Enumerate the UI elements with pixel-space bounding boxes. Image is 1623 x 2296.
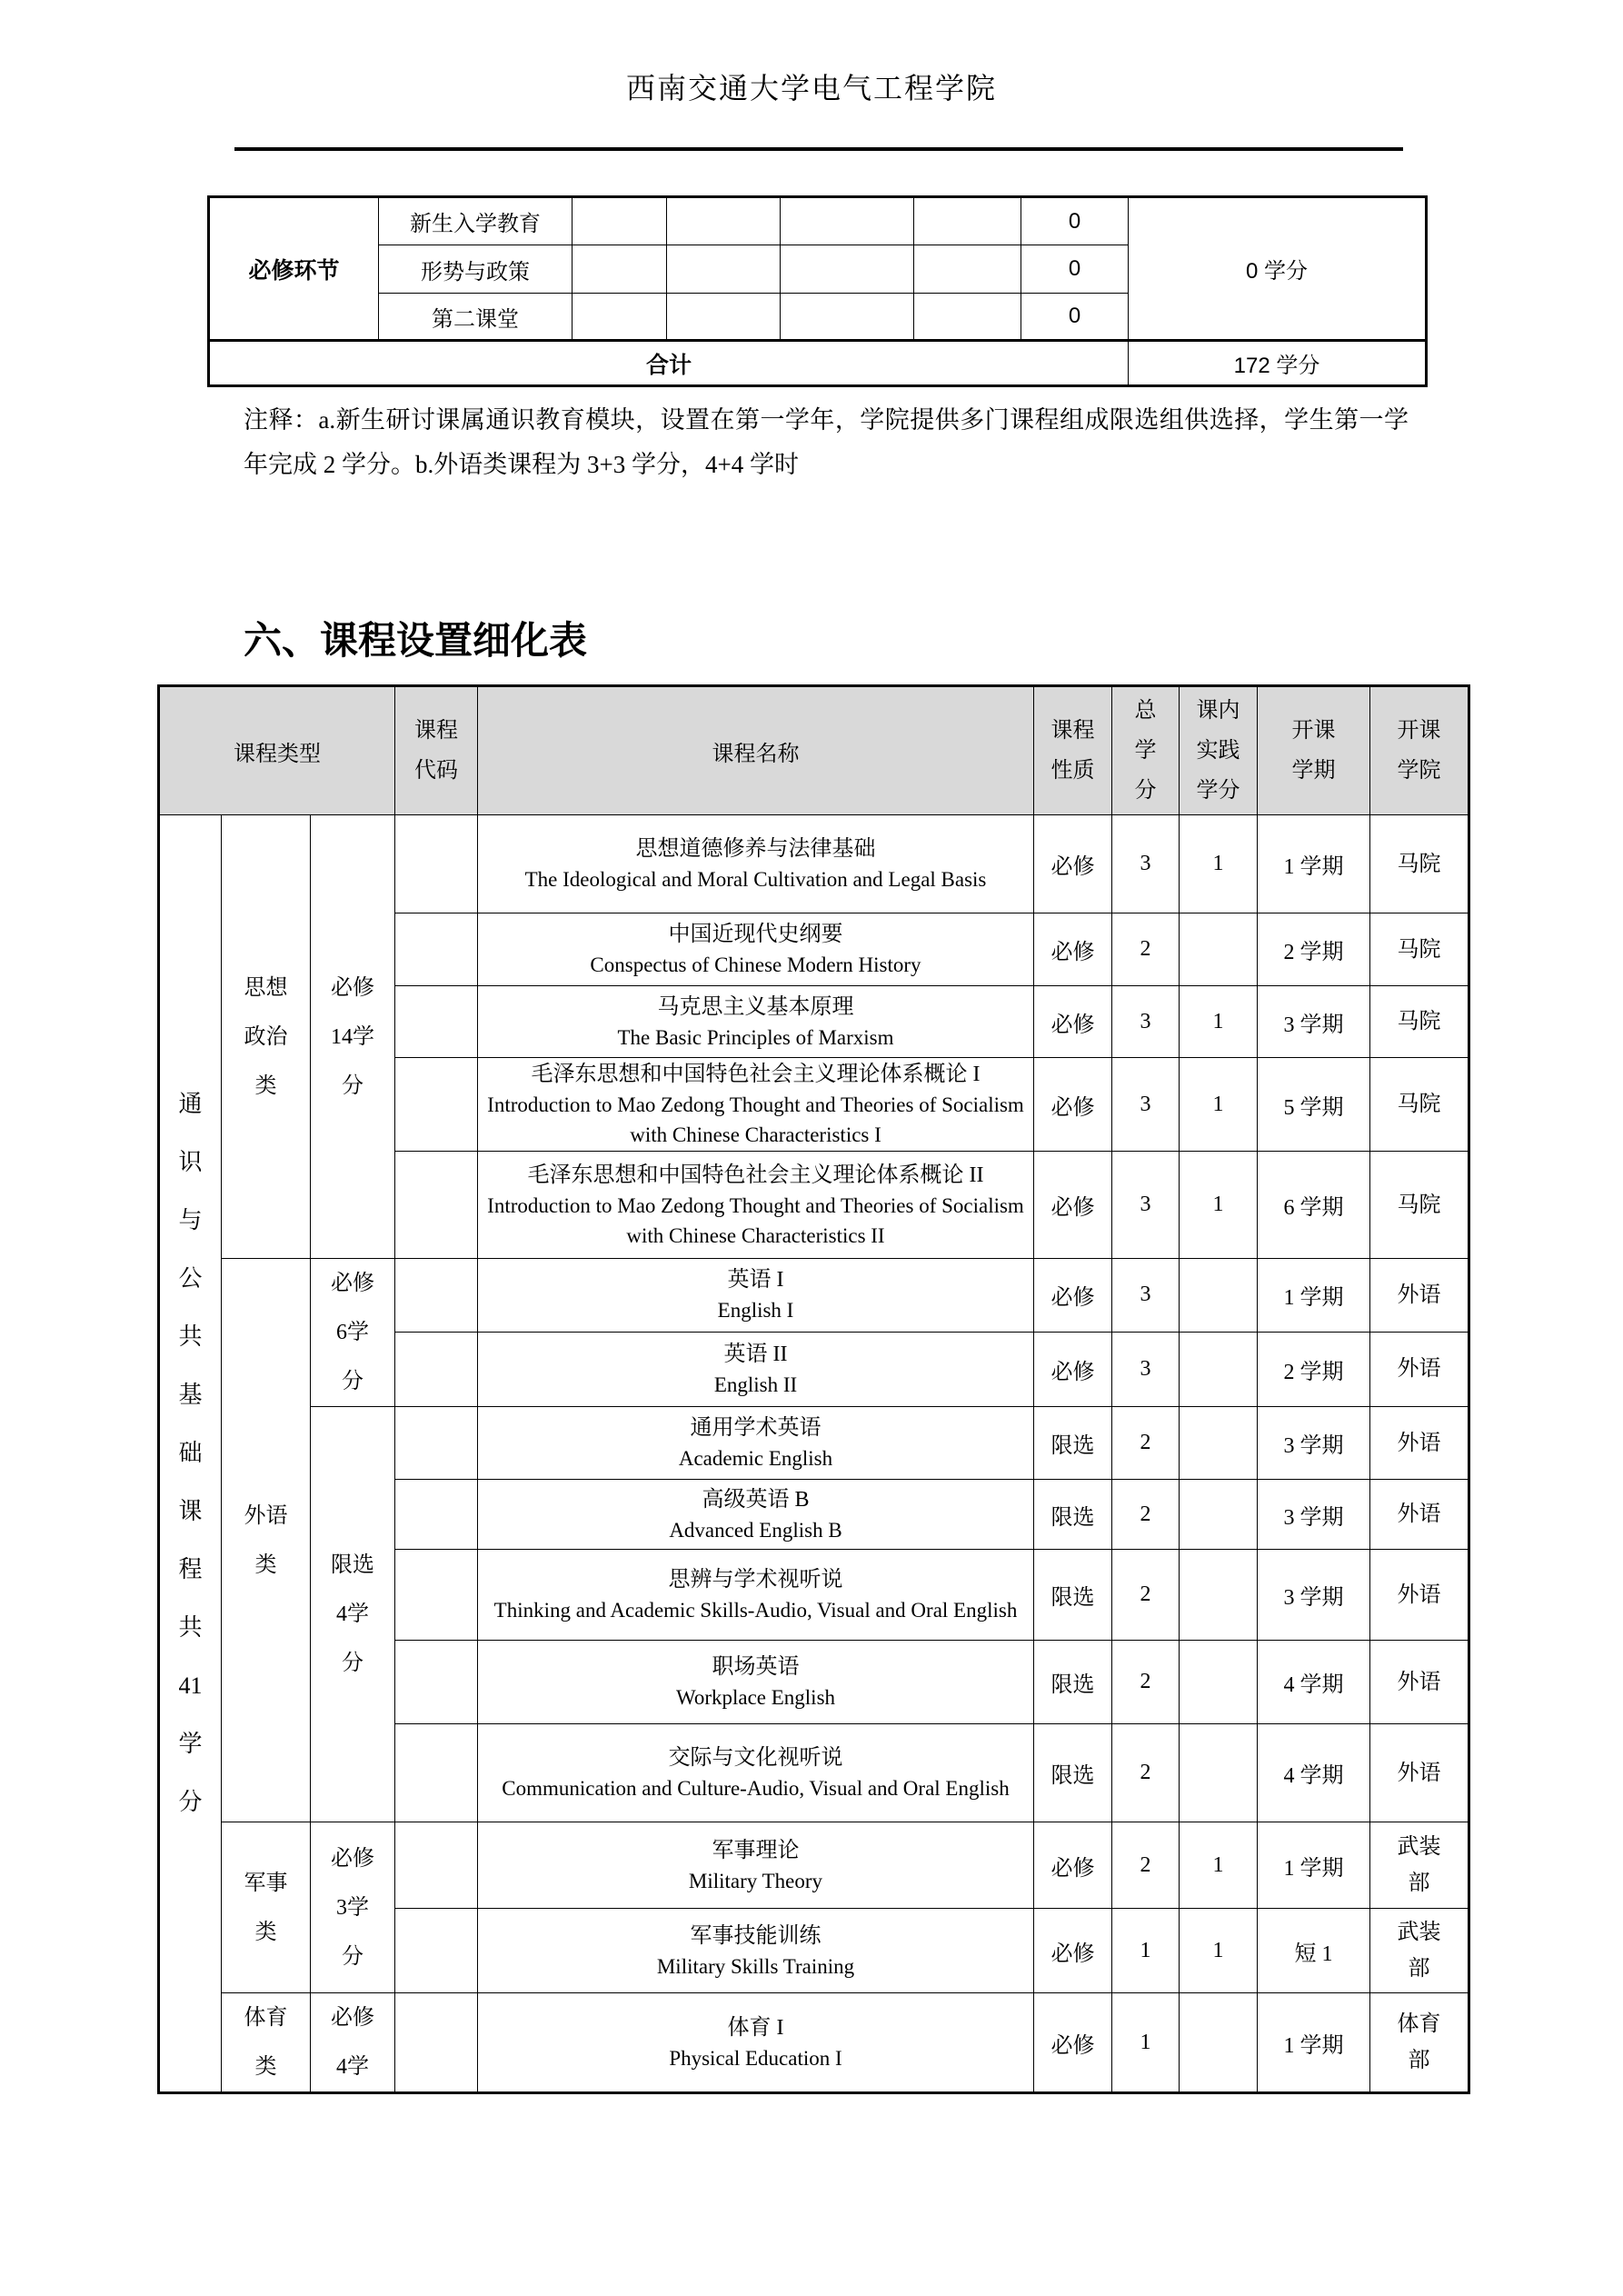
course-credits-cell: 2: [1112, 1724, 1180, 1822]
course-semester-cell: 6 学期: [1258, 1152, 1370, 1259]
course-college-cell: [1370, 1480, 1469, 1550]
course-name-cell: [478, 1724, 1034, 1822]
course-row-8: [159, 1407, 1469, 1480]
header-course-code: [395, 686, 478, 815]
course-group-cell: [159, 815, 226, 2093]
empty-cell: [781, 197, 914, 245]
summary-row-1: [209, 197, 1427, 245]
course-college-text: 马院: [1397, 1010, 1441, 1033]
empty-cell: [573, 245, 667, 294]
requirement-cell: [311, 1993, 395, 2093]
course-college-text: 外语: [1397, 1283, 1441, 1307]
course-nature-cell: 必修: [1034, 1332, 1112, 1406]
course-name-cell: [478, 1909, 1034, 1993]
course-name-zh: 毛泽东思想和中国特色社会主义理论体系概论 II: [527, 1163, 984, 1187]
course-semester-cell: 2 学期: [1258, 913, 1370, 986]
course-name-en: Introduction to Mao Zedong Thought and Theories of Socialism with Chinese Characteristics I: [487, 1093, 1024, 1146]
course-name-en: Advanced English B: [669, 1518, 842, 1542]
course-code-cell: [395, 1259, 478, 1333]
course-name-cell: [478, 1641, 1034, 1724]
category-cell: [222, 1822, 311, 1993]
empty-cell: [781, 245, 914, 294]
course-name-en: Conspectus of Chinese Modern History: [590, 953, 921, 976]
course-name-zh: 体育 I: [727, 2015, 784, 2040]
course-college-text: 外语: [1397, 1357, 1441, 1382]
course-college-cell: [1370, 815, 1469, 913]
course-row-15: [159, 1993, 1469, 2093]
course-name-zh: 思辨与学术视听说: [668, 1568, 843, 1592]
header-course-nature-text: 课程性质: [1050, 719, 1095, 783]
summary-table: [207, 195, 1428, 387]
course-practice-cell: 1: [1180, 1058, 1258, 1152]
category-text: 军事类: [244, 1871, 288, 1944]
course-semester-cell: 2 学期: [1258, 1332, 1370, 1406]
course-practice-cell: 1: [1180, 1152, 1258, 1259]
course-name-zh: 马克思主义基本原理: [657, 994, 854, 1019]
course-college-text: 武装部: [1397, 1835, 1441, 1895]
course-code-cell: [395, 1152, 478, 1259]
course-practice-cell: 1: [1180, 815, 1258, 913]
course-name-cell: [478, 1259, 1034, 1333]
course-name-zh: 中国近现代史纲要: [668, 923, 843, 946]
course-code-cell: [395, 1407, 478, 1480]
course-semester-cell: 1 学期: [1258, 1822, 1370, 1909]
course-group-vertical-text: 通识与公共基础课程 共41学分: [178, 1091, 226, 1815]
header-college-text: 开课学院: [1397, 719, 1441, 783]
course-nature-cell: 限选: [1034, 1724, 1112, 1822]
course-semester-cell: 1 学期: [1258, 1259, 1370, 1333]
course-college-text: 外语: [1397, 1502, 1441, 1526]
course-name-zh: 英语 II: [723, 1342, 788, 1366]
requirement-cell: [311, 1259, 395, 1407]
summary-credit-value: 0: [1021, 294, 1129, 341]
course-name-zh: 军事技能训练: [690, 1923, 821, 1948]
course-nature-cell: 必修: [1034, 1152, 1112, 1259]
empty-cell: [667, 294, 781, 341]
course-nature-cell: 必修: [1034, 986, 1112, 1058]
header-course-nature: [1034, 686, 1112, 815]
header-practice-credits-text: 课内实践学分: [1196, 699, 1240, 803]
course-name-cell: [478, 1152, 1034, 1259]
header-rule: [234, 147, 1403, 151]
course-college-text: 外语: [1397, 1670, 1441, 1694]
course-practice-cell: [1180, 1480, 1258, 1550]
empty-cell: [914, 245, 1021, 294]
empty-cell: [914, 294, 1021, 341]
course-practice-cell: [1180, 1332, 1258, 1406]
course-nature-cell: 必修: [1034, 815, 1112, 913]
course-college-cell: [1370, 1332, 1469, 1406]
course-college-text: 马院: [1397, 1093, 1441, 1116]
course-nature-cell: 必修: [1034, 1822, 1112, 1909]
course-name-en: Introduction to Mao Zedong Thought and Theories of Socialism with Chinese Characteristics II: [487, 1193, 1024, 1247]
course-college-cell: [1370, 1259, 1469, 1333]
course-practice-cell: [1180, 1724, 1258, 1822]
course-name-zh: 毛泽东思想和中国特色社会主义理论体系概论 I: [531, 1063, 981, 1086]
course-name-cell: [478, 986, 1034, 1058]
course-name-cell: [478, 1058, 1034, 1152]
course-name-cell: [478, 913, 1034, 986]
course-name-zh: 英语 I: [727, 1268, 784, 1293]
category-text: 体育类: [244, 2006, 288, 2079]
summary-credit-value: 0: [1021, 245, 1129, 294]
header-practice-credits: [1180, 686, 1258, 815]
course-name-en: Thinking and Academic Skills-Audio, Visual and Oral English: [493, 1599, 1018, 1622]
course-credits-cell: 2: [1112, 1480, 1180, 1550]
course-college-cell: [1370, 1993, 1469, 2093]
course-college-cell: [1370, 1724, 1469, 1822]
requirement-text: 必修4学: [331, 2006, 374, 2079]
course-name-zh: 军事理论: [712, 1838, 800, 1862]
course-name-zh: 通用学术英语: [690, 1416, 821, 1440]
course-name-en: Military Skills Training: [656, 1954, 855, 1978]
header-semester-text: 开课学期: [1291, 719, 1336, 783]
course-college-text: 马院: [1397, 937, 1441, 962]
course-name-zh: 交际与文化视听说: [668, 1746, 843, 1770]
total-label: 合计: [209, 341, 1129, 386]
course-name-cell: [478, 1332, 1034, 1406]
course-college-cell: [1370, 986, 1469, 1058]
category-text: 思想政治类: [244, 975, 288, 1098]
summary-credit-value: 0: [1021, 197, 1129, 245]
course-credits-cell: 1: [1112, 1993, 1180, 2093]
course-code-cell: [395, 1332, 478, 1406]
course-name-en: The Ideological and Moral Cultivation and Legal Basis: [524, 868, 987, 891]
requirement-text: 必修6学分: [331, 1272, 374, 1393]
course-practice-cell: 1: [1180, 1909, 1258, 1993]
course-practice-cell: 1: [1180, 1822, 1258, 1909]
course-college-text: 武装部: [1397, 1921, 1441, 1981]
detail-header-row: [159, 686, 1469, 815]
course-semester-cell: 3 学期: [1258, 1480, 1370, 1550]
course-credits-cell: 2: [1112, 1641, 1180, 1724]
course-college-cell: [1370, 1822, 1469, 1909]
course-name-en: Military Theory: [688, 1869, 823, 1892]
summary-course-name: 形势与政策: [379, 245, 573, 294]
course-nature-cell: 必修: [1034, 1058, 1112, 1152]
course-nature-cell: 必修: [1034, 1909, 1112, 1993]
course-college-text: 外语: [1397, 1431, 1441, 1455]
course-name-en: English I: [717, 1299, 794, 1323]
course-practice-cell: [1180, 1259, 1258, 1333]
footnote-text: 注释：a.新生研讨课属通识教育模块，设置在第一学年，学院提供多门课程组成限选组供选择，学生第一学年完成 2 学分。b.外语类课程为 3+3 学分，4+4 学时: [244, 406, 1409, 478]
course-semester-cell: 3 学期: [1258, 986, 1370, 1058]
course-row-1: [159, 815, 1469, 913]
course-semester-cell: 1 学期: [1258, 1993, 1370, 2093]
course-credits-cell: 3: [1112, 815, 1180, 913]
header-college: [1370, 686, 1469, 815]
course-credits-cell: 3: [1112, 986, 1180, 1058]
course-code-cell: [395, 815, 478, 913]
course-nature-cell: 必修: [1034, 1993, 1112, 2093]
header-total-credits-text: 总学分: [1134, 699, 1157, 803]
empty-cell: [573, 197, 667, 245]
empty-cell: [667, 197, 781, 245]
course-name-en: English II: [713, 1373, 798, 1396]
summary-course-name: 第二课堂: [379, 294, 573, 341]
course-practice-cell: [1180, 1407, 1258, 1480]
course-nature-cell: 限选: [1034, 1407, 1112, 1480]
requirement-cell: [311, 815, 395, 1259]
course-college-cell: [1370, 1058, 1469, 1152]
header-total-credits: [1112, 686, 1180, 815]
course-name-cell: [478, 1480, 1034, 1550]
category-cell: [222, 1993, 311, 2093]
course-nature-cell: 限选: [1034, 1480, 1112, 1550]
course-code-cell: [395, 1641, 478, 1724]
course-row-6: [159, 1259, 1469, 1333]
requirement-text: 限选4学分: [331, 1553, 374, 1675]
course-practice-cell: [1180, 1641, 1258, 1724]
requirement-text: 必修3学分: [331, 1846, 374, 1969]
group-credit-total: 0 学分: [1129, 197, 1427, 341]
course-name-cell: [478, 1993, 1034, 2093]
course-semester-cell: 短 1: [1258, 1909, 1370, 1993]
course-semester-cell: 3 学期: [1258, 1550, 1370, 1641]
course-name-zh: 职场英语: [712, 1655, 800, 1679]
course-credits-cell: 2: [1112, 1407, 1180, 1480]
course-college-cell: [1370, 913, 1469, 986]
requirement-cell: [311, 1822, 395, 1993]
course-name-en: Academic English: [678, 1447, 833, 1470]
course-name-zh: 思想道德修养与法律基础: [635, 837, 876, 861]
course-practice-cell: 1: [1180, 986, 1258, 1058]
course-college-cell: [1370, 1909, 1469, 1993]
course-code-cell: [395, 1724, 478, 1822]
requirement-cell: [311, 1407, 395, 1822]
course-semester-cell: 4 学期: [1258, 1724, 1370, 1822]
course-college-cell: [1370, 1407, 1469, 1480]
course-code-cell: [395, 913, 478, 986]
doc-header-title: 西南交通大学电气工程学院: [625, 72, 997, 105]
header-semester: [1258, 686, 1370, 815]
course-name-en: Workplace English: [675, 1686, 836, 1709]
course-nature-cell: 必修: [1034, 913, 1112, 986]
course-credits-cell: 2: [1112, 1822, 1180, 1909]
course-credits-cell: 3: [1112, 1259, 1180, 1333]
course-practice-cell: [1180, 913, 1258, 986]
course-college-text: 马院: [1397, 852, 1441, 876]
course-nature-cell: 限选: [1034, 1641, 1112, 1724]
course-college-text: 体育部: [1397, 2012, 1441, 2072]
required-module-label: 必修环节: [209, 197, 379, 341]
header-course-type: 课程类型: [159, 686, 395, 815]
course-code-cell: [395, 1550, 478, 1641]
course-name-cell: [478, 1407, 1034, 1480]
course-semester-cell: 5 学期: [1258, 1058, 1370, 1152]
course-name-en: Physical Education I: [669, 2046, 842, 2070]
course-college-cell: [1370, 1550, 1469, 1641]
course-name-zh: 高级英语 B: [702, 1487, 810, 1512]
course-code-cell: [395, 1993, 478, 2093]
course-college-text: 外语: [1397, 1761, 1441, 1785]
course-name-en: The Basic Principles of Marxism: [617, 1025, 894, 1049]
course-name-en: Communication and Culture-Audio, Visual and Oral English: [502, 1777, 1010, 1800]
empty-cell: [573, 294, 667, 341]
header-course-code-text: 课程代码: [414, 719, 458, 783]
course-row-13: [159, 1822, 1469, 1909]
requirement-text: 必修14学分: [331, 975, 374, 1098]
section-title: 六、课程设置细化表: [244, 619, 588, 662]
header-course-name: 课程名称: [478, 686, 1034, 815]
course-practice-cell: [1180, 1550, 1258, 1641]
course-semester-cell: 3 学期: [1258, 1407, 1370, 1480]
empty-cell: [781, 294, 914, 341]
course-credits-cell: 3: [1112, 1332, 1180, 1406]
summary-total-row: [209, 341, 1427, 386]
course-semester-cell: 4 学期: [1258, 1641, 1370, 1724]
course-code-cell: [395, 1058, 478, 1152]
course-credits-cell: 2: [1112, 1550, 1180, 1641]
course-name-cell: [478, 1550, 1034, 1641]
summary-course-name: 新生入学教育: [379, 197, 573, 245]
course-college-text: 外语: [1397, 1582, 1441, 1607]
course-college-cell: [1370, 1641, 1469, 1724]
course-name-cell: [478, 1822, 1034, 1909]
course-credits-cell: 3: [1112, 1058, 1180, 1152]
category-cell: [222, 1259, 311, 1822]
course-name-cell: [478, 815, 1034, 913]
course-code-cell: [395, 1480, 478, 1550]
course-credits-cell: 2: [1112, 913, 1180, 986]
detail-table: [157, 684, 1470, 2094]
course-credits-cell: 1: [1112, 1909, 1180, 1993]
empty-cell: [914, 197, 1021, 245]
course-practice-cell: [1180, 1993, 1258, 2093]
course-nature-cell: 限选: [1034, 1550, 1112, 1641]
course-code-cell: [395, 986, 478, 1058]
course-code-cell: [395, 1822, 478, 1909]
category-text: 外语类: [244, 1503, 288, 1577]
empty-cell: [667, 245, 781, 294]
course-college-cell: [1370, 1152, 1469, 1259]
total-credit-value: 172 学分: [1129, 341, 1427, 386]
course-college-text: 马院: [1397, 1193, 1441, 1217]
course-code-cell: [395, 1909, 478, 1993]
category-cell: [222, 815, 311, 1259]
course-credits-cell: 3: [1112, 1152, 1180, 1259]
course-semester-cell: 1 学期: [1258, 815, 1370, 913]
course-nature-cell: 必修: [1034, 1259, 1112, 1333]
